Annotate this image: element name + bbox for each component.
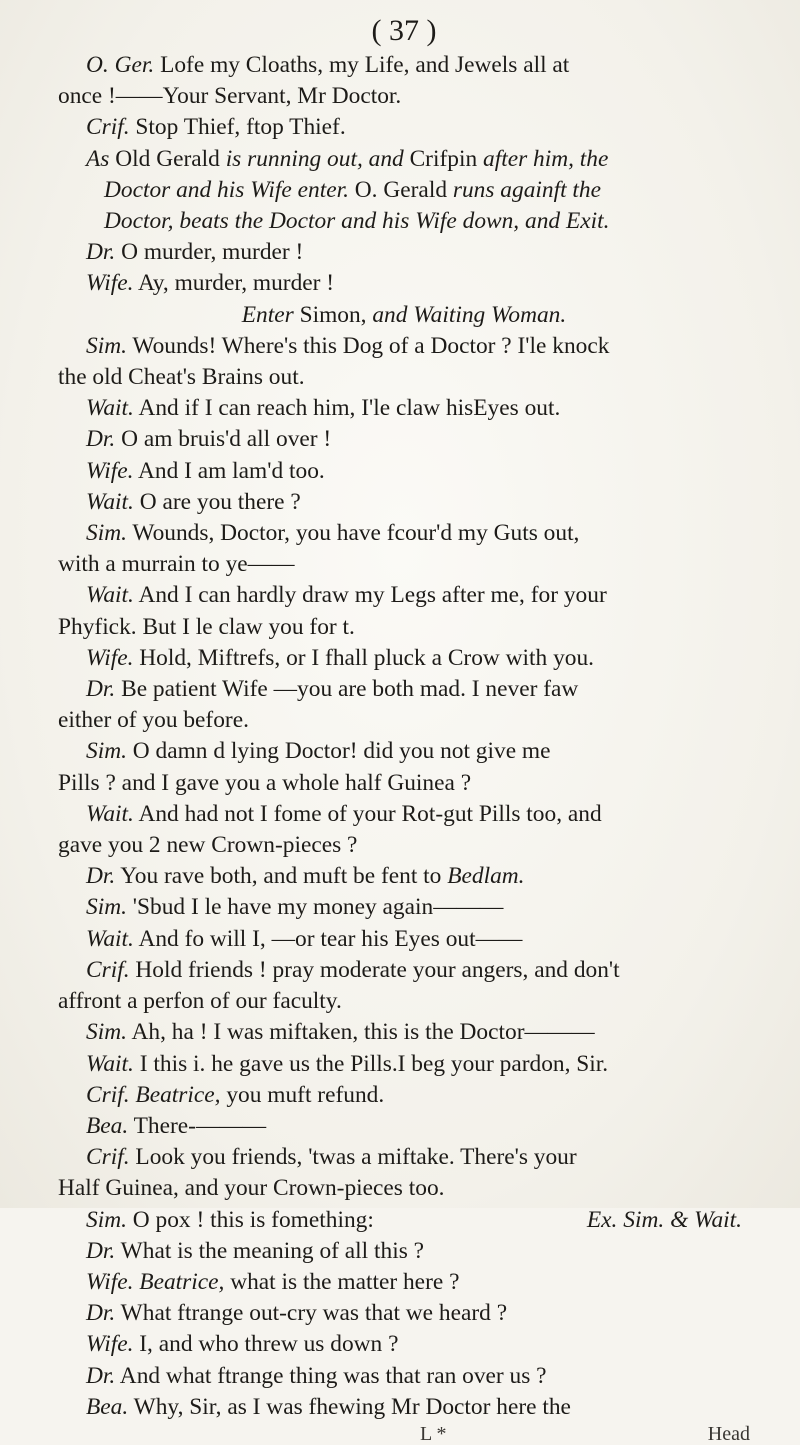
speech-text: And fo will I, —or tear his Eyes out—— xyxy=(133,925,523,952)
speech-text: once !——Your Servant, Mr Doctor. xyxy=(58,83,402,110)
page-number: ( 37 ) xyxy=(371,14,437,47)
dialogue-line xyxy=(58,799,750,830)
dialogue-line xyxy=(58,955,750,986)
stage-direction xyxy=(58,206,750,237)
speech-text: O are you there ? xyxy=(133,488,301,515)
speaker-name: Bea. xyxy=(86,1393,129,1420)
italic-name: Beatrice, xyxy=(139,1268,225,1295)
speech-text: Hold friends ! pray moderate your angers, and don't xyxy=(129,956,620,983)
dialogue-line xyxy=(58,362,750,393)
speaker-name: Wife. xyxy=(86,270,134,297)
speech-text: O murder, murder ! xyxy=(115,239,304,266)
dialogue-line xyxy=(58,487,750,518)
dialogue-line xyxy=(58,674,750,705)
speech-text-continued: you muft refund. xyxy=(220,1081,385,1108)
speaker-name: Dr. xyxy=(86,863,116,890)
dialogue-line xyxy=(58,237,750,268)
speech-text: gave you 2 new Crown-pieces ? xyxy=(58,832,358,859)
dialogue-line xyxy=(58,768,750,799)
dialogue-line xyxy=(58,924,750,955)
speech-text: And I can hardly draw my Legs after me, for your xyxy=(133,582,607,609)
dialogue-line xyxy=(58,830,750,861)
speech-text: Ah, ha ! I was miftaken, this is the Doctor——— xyxy=(126,1019,595,1046)
dialogue-line xyxy=(58,612,750,643)
speaker-name: Wife. xyxy=(86,644,134,671)
speech-text: I, and who threw us down ? xyxy=(133,1331,399,1358)
italic-name: Bedlam. xyxy=(447,863,525,890)
speech-text: Half Guinea, and your Crown-pieces too. xyxy=(58,1175,445,1202)
speaker-name: Wait. xyxy=(86,800,134,827)
speech-text: Look you friends, 'twas a miftake. There's your xyxy=(129,1144,577,1171)
stage-direction-text: Doctor and his Wife enter. O. Gerald runs againft the xyxy=(104,176,602,203)
dialogue-line xyxy=(58,580,750,611)
speaker-name: Crif. xyxy=(86,1081,130,1108)
dialogue-line xyxy=(58,986,750,1017)
stage-direction xyxy=(58,300,750,331)
speaker-name: Dr. xyxy=(86,1300,116,1327)
page-footer xyxy=(58,1423,750,1445)
speaker-name: Dr. xyxy=(86,426,116,453)
dialogue-line xyxy=(58,1205,750,1236)
speech-text: And what ftrange thing was that ran over us ? xyxy=(115,1362,547,1389)
speaker-name: Wife. xyxy=(86,1268,134,1295)
speech-text: Lofe my Cloaths, my Life, and Jewels all at xyxy=(154,52,570,78)
speech-text-continued: what is the matter here ? xyxy=(224,1268,460,1295)
speaker-name: Crif. xyxy=(86,114,130,141)
dialogue-line xyxy=(58,892,750,923)
speaker-name: Wait. xyxy=(86,925,134,952)
exit-direction: Ex. Sim. & Wait. xyxy=(586,1206,742,1233)
dialogue-line xyxy=(58,331,750,362)
speaker-name: Bea. xyxy=(86,1112,129,1139)
speaker-name: Sim. xyxy=(86,738,127,765)
dialogue-line xyxy=(58,1267,750,1298)
stage-direction xyxy=(58,144,750,175)
speech-text: O am bruis'd all over ! xyxy=(115,426,332,453)
dialogue-line xyxy=(58,1111,750,1142)
speech-text: with a murrain to ye—— xyxy=(58,551,295,578)
dialogue-line xyxy=(58,424,750,455)
speech-text: What is the meaning of all this ? xyxy=(115,1237,425,1264)
speaker-name: Sim. xyxy=(86,1206,127,1233)
speech-text: You rave both, and muft be fent to xyxy=(115,863,448,890)
dialogue-line xyxy=(58,861,750,892)
speaker-name: Sim. xyxy=(86,1019,127,1046)
dialogue-line xyxy=(58,1049,750,1080)
speech-text: Ay, murder, murder ! xyxy=(133,270,335,297)
speech-text: affront a perfon of our faculty. xyxy=(58,988,342,1015)
dialogue-line xyxy=(58,1080,750,1111)
speech-text: either of you before. xyxy=(58,707,249,734)
speech-text: Wounds! Where's this Dog of a Doctor ? I'le knock xyxy=(126,332,610,359)
speaker-name: Wife. xyxy=(86,457,134,484)
dialogue-line xyxy=(58,112,750,143)
stage-direction xyxy=(58,175,750,206)
speaker-name: Dr. xyxy=(86,239,116,266)
speech-text: O damn d lying Doctor! did you not give me xyxy=(126,738,551,765)
speech-text: Pills ? and I gave you a whole half Guinea ? xyxy=(58,769,472,796)
speech-text: 'Sbud I le have my money again——— xyxy=(126,894,504,921)
italic-name: Beatrice, xyxy=(135,1081,221,1108)
dialogue-line xyxy=(58,1361,750,1392)
dialogue-line xyxy=(58,81,750,112)
catchword: Head xyxy=(707,1422,750,1445)
speaker-name: Wait. xyxy=(86,1050,134,1077)
stage-direction-text: Doctor, beats the Doctor and his Wife down, and Exit. xyxy=(104,208,610,235)
speech-text: O pox ! this is fomething: xyxy=(126,1206,374,1233)
speaker-name: Wife. xyxy=(86,1331,134,1358)
speaker-name: Dr. xyxy=(86,676,116,703)
signature-mark: L * xyxy=(420,1422,447,1445)
speaker-name: Sim. xyxy=(86,520,127,547)
speaker-name: Crif. xyxy=(86,1144,130,1171)
speech-text: There-——— xyxy=(128,1112,267,1139)
dialogue-line xyxy=(58,643,750,674)
stage-direction-text: Enter Simon, and Waiting Woman. xyxy=(241,301,567,328)
dialogue-line xyxy=(58,549,750,580)
speech-text: What ftrange out-cry was that we heard ? xyxy=(115,1300,508,1327)
dialogue-line xyxy=(58,1392,750,1423)
dialogue-line xyxy=(58,736,750,767)
speech-text: And if I can reach him, I'le claw hisEyes out. xyxy=(133,395,561,422)
dialogue-line xyxy=(58,1173,750,1204)
speaker-name: Dr. xyxy=(86,1237,116,1264)
speaker-name: Sim. xyxy=(86,894,127,921)
dialogue-line xyxy=(58,1017,750,1048)
speaker-name: O. Ger. xyxy=(86,52,155,78)
speech-text: Phyfick. But I le claw you for t. xyxy=(58,613,355,640)
speech-text: Hold, Miftrefs, or I fhall pluck a Crow with you. xyxy=(133,644,595,671)
speech-text: And I am lam'd too. xyxy=(133,457,325,484)
play-text xyxy=(58,50,750,1423)
dialogue-line xyxy=(58,705,750,736)
speech-text: Wounds, Doctor, you have fcour'd my Guts out, xyxy=(126,520,580,547)
speaker-name: Wait. xyxy=(86,582,134,609)
speech-text: Stop Thief, ftop Thief. xyxy=(129,114,346,141)
dialogue-line xyxy=(58,50,750,81)
stage-direction-text: As Old Gerald is running out, and Crifpin after him, the xyxy=(86,145,609,172)
dialogue-line xyxy=(58,518,750,549)
dialogue-line xyxy=(58,1298,750,1329)
dialogue-line xyxy=(58,268,750,299)
speaker-name: Wait. xyxy=(86,488,134,515)
speech-text: And had not I fome of your Rot-gut Pills too, and xyxy=(133,800,602,827)
speech-text: Be patient Wife —you are both mad. I never faw xyxy=(115,676,579,703)
speaker-name: Wait. xyxy=(86,395,134,422)
speaker-name: Crif. xyxy=(86,956,130,983)
dialogue-line xyxy=(58,1236,750,1267)
dialogue-line xyxy=(58,1329,750,1360)
speaker-name: Sim. xyxy=(86,332,127,359)
speech-text: I this i. he gave us the Pills.I beg your pardon, Sir. xyxy=(133,1050,609,1077)
dialogue-line xyxy=(58,393,750,424)
speech-text: Why, Sir, as I was fhewing Mr Doctor here the xyxy=(128,1393,571,1420)
dialogue-line xyxy=(58,456,750,487)
speaker-name: Dr. xyxy=(86,1362,116,1389)
dialogue-line xyxy=(58,1142,750,1173)
speech-text: the old Cheat's Brains out. xyxy=(58,364,305,391)
